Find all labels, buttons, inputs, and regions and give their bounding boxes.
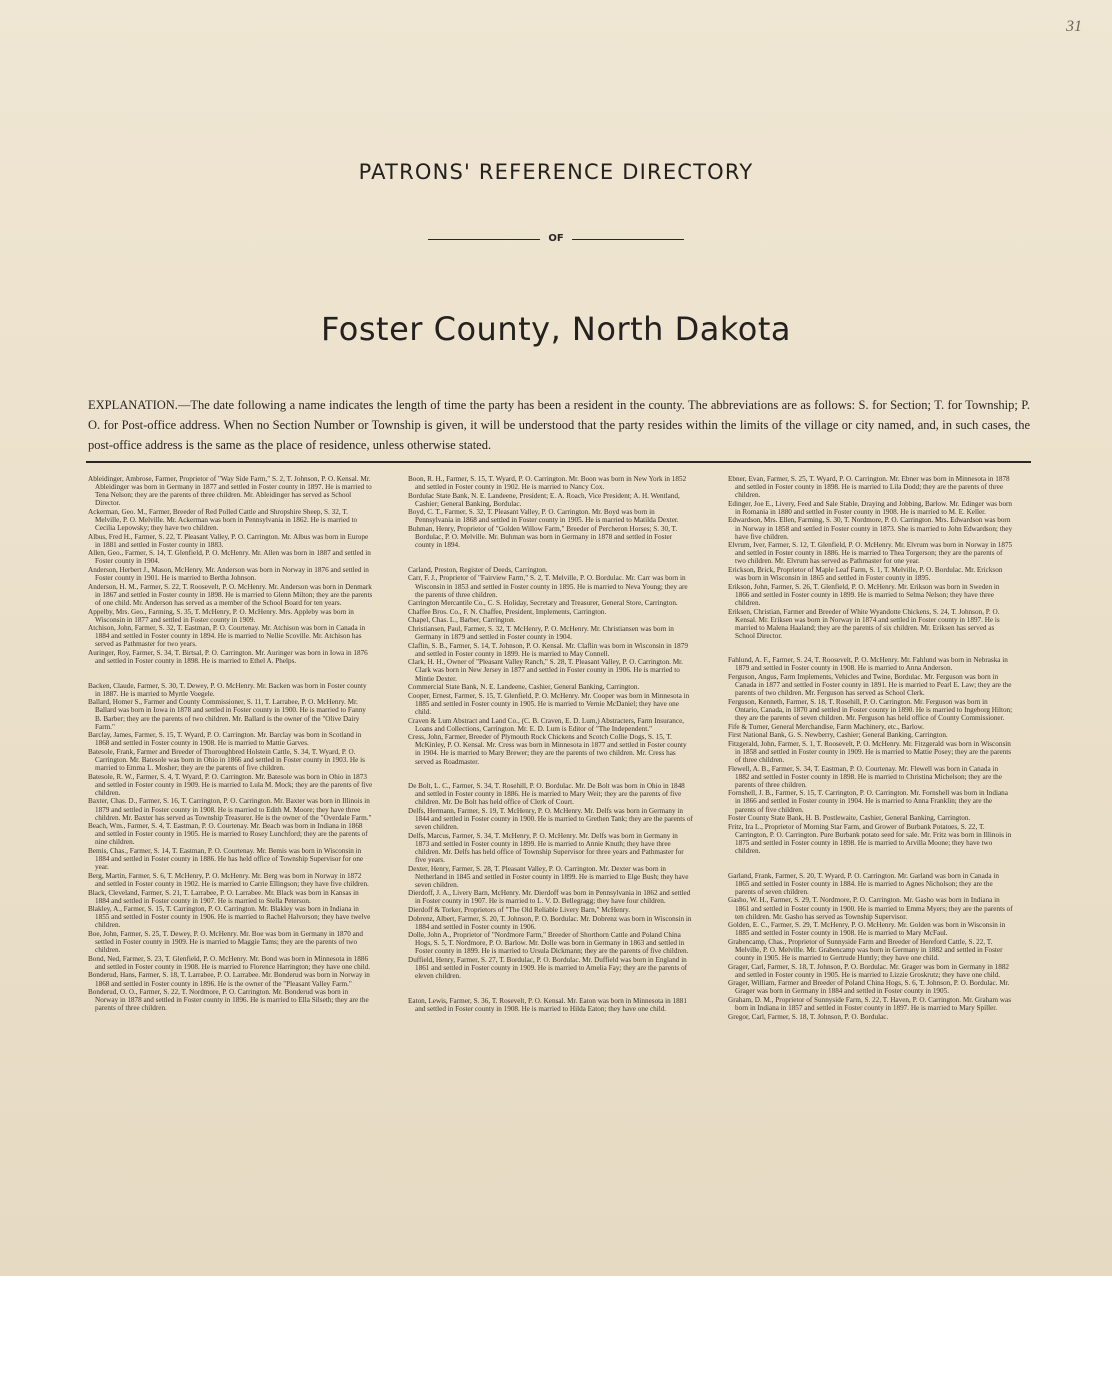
directory-entry: Christiansen, Paul, Farmer, S. 32, T. McHenry, P. O. McHenry. Mr. Christiansen was born in Germany in 1879 and settled in Foster county in 1904. (408, 625, 674, 642)
directory-entry: Batesole, Frank, Farmer and Breeder of Thoroughbred Holstein Cattle, S. 34, T. Wyard, P. O. Carrington. Mr. Batesole was born in Ohio in 1866 and settled in Foster county in 1903. He is married to Emma L. Mosher; they are the parents of five children. (88, 747, 365, 773)
directory-entry: Bordulac State Bank, N. E. Landeene, President; E. A. Roach, Vice President; A. H. Wentland, Cashier; General Banking, Bordulac. (408, 491, 680, 508)
directory-entry: Fornshell, J. B., Farmer, S. 15, T. Carrington, P. O. Carrington. Mr. Fornshell was born in Indiana in 1866 and settled in Foster county in 1904. He is married to Anna Franklin; they are the parents of five children. (728, 789, 1008, 814)
section-gap (88, 666, 373, 682)
directory-entry: Bond, Ned, Farmer, S. 23, T. Glenfield, P. O. McHenry. Mr. Bond was born in Minnesota in 1886 and settled in Foster county in 1908. He is married to Florence Harrington; they have one child. (88, 954, 371, 971)
directory-entry: Chaffee Bros. Co., F. N. Chaffee, President, Implements, Carrington. (408, 607, 607, 616)
directory-entry: Craven & Lum Abstract and Land Co., (C. B. Craven, E. D. Lum,) Abstracters, Farm Insurance, Loans and Collections, Carrington. Mr. E. D. Lum is Editor of "The Independent." (408, 716, 685, 733)
directory-entry: Fritz, Ira L., Proprietor of Morning Star Farm, and Grower of Burbank Potatoes, S. 22, T. Carrington, P. O. Carrington. Pure Burbank potato seed for sale. Mr. Fritz was born in Illinois in 1875 and settled in Foster county in 1898. He is married to Arvilla Moone; they have two children. (728, 822, 1012, 856)
directory-entry: Ebner, Evan, Farmer, S. 25, T. Wyard, P. O. Carrington. Mr. Ebner was born in Minnesota in 1878 and settled in Foster county in 1898. He is married to Lila Dodd; they are the parents of three children. (728, 475, 1010, 500)
of-rule-right (572, 239, 684, 240)
directory-entry: Anderson, Herbert J., Mason, McHenry. Mr. Anderson was born in Norway in 1876 and settled in Foster county in 1901. He is married to Bertha Johnson. (88, 566, 369, 583)
section-gap (408, 766, 693, 782)
directory-entry: Foster County State Bank, H. B. Postlewaite, Cashier, General Banking, Carrington. (728, 814, 971, 823)
directory-entry: Dobrenz, Albert, Farmer, S. 20, T. Johnson, P. O. Bordulac. Mr. Dobrenz was born in Wisconsin in 1884 and settled in Foster county in 1906. (408, 914, 692, 931)
directory-entry: Black, Cleveland, Farmer, S. 21, T. Larrabee, P. O. Larrabee. Mr. Black was born in Kansas in 1884 and settled in Foster county in 1907. He is married to Stella Peterson. (88, 888, 359, 905)
directory-entry: Fife & Turner, General Merchandise, Farm Machinery, etc., Barlow. (728, 722, 924, 731)
page-number: 31 (1066, 18, 1082, 35)
directory-entry: Barclay, James, Farmer, S. 15, T. Wyard, P. O. Carrington. Mr. Barclay was born in Scotland in 1868 and settled in Foster county in 1908. He is married to Mattie Garves. (88, 731, 362, 748)
directory-entry: Garland, Frank, Farmer, S. 20, T. Wyard, P. O. Carrington. Mr. Garland was born in Canada in 1865 and settled in Foster county in 1884. He is married to Agnes Nicholson; they are the parents of seven children. (728, 871, 999, 896)
directory-entry: Cress, John, Farmer, Breeder of Plymouth Rock Chickens and Scotch Collie Dogs, S. 15, T. McKinley, P. O. Kensal. Mr. Cress was born in Minnesota in 1877 and settled in Foster county in 1904. He is married to Mary Brewer; they are the parents of two children. Mr. Cress has served as Roadmaster. (408, 733, 687, 766)
directory-entry: Eaton, Lewis, Farmer, S. 36, T. Rosevelt, P. O. Kensal. Mr. Eaton was born in Minnesota in 1881 and settled in Foster county in 1908. He is married to Hilda Eaton; they have one child. (408, 996, 687, 1013)
directory-entry: Grager, William, Farmer and Breeder of Poland China Hogs, S. 6, T. Johnson, P. O. Bordulac. Mr. Grager was born in Germany in 1884 and settled in Foster county in 1905. (728, 979, 1010, 996)
directory-entry: Clark, H. H., Owner of "Pleasant Valley Ranch," S. 28, T. Pleasant Valley, P. O. Carrington. Mr. Clark was born in New Jersey in 1877 and settled in Foster county in 1906. He is married to Mintie Dexter. (408, 658, 683, 683)
directory-entry: Ackerman, Geo. M., Farmer, Breeder of Red Polled Cattle and Shropshire Sheep, S. 32, T. Melville, P. O. Melville. Mr. Ackerman was born in Pennsylvania in 1862. He is married to Cecilia Lepowsky; they have two children. (88, 507, 358, 533)
directory-entry: Gasho, W. H., Farmer, S. 29, T. Nordmore, P. O. Carrington. Mr. Gasho was born in Indiana in 1861 and settled in Foster county in 1900. He is married to Emma Myers; they are the parents of ten children. Mr. Gasho has served as Township Supervisor. (728, 896, 1013, 921)
explanation-paragraph: EXPLANATION.—The date following a name indicates the length of time the party has been a resident in the county. The abbreviations are as follows: S. for Section; T. for Township; P. O. for Post-office address. When no Section Number or Township is given, it will be understood that the party resides within the limits of the village or city named, and, in such cases, the post-office address is the same as the place of residence, unless otherwise stated. (88, 398, 1030, 452)
directory-entry: Carrington Mercantile Co., C. S. Holiday, Secretary and Treasurer, General Store, Carrington. (408, 599, 678, 608)
directory-column-2 (408, 475, 693, 1014)
directory-entry: Elvrum, Iver, Farmer, S. 12, T. Glenfield, P. O. McHenry. Mr. Elvrum was born in Norway in 1875 and settled in Foster county in 1886. He is married to Thea Torgerson; they are the parents of two children. Mr. Elvrum has served as Pathmaster for one year. (728, 541, 1013, 566)
directory-entry: Erikson, John, Farmer, S. 26, T. Glenfield, P. O. McHenry. Mr. Erikson was born in Sweden in 1866 and settled in Foster county in 1899. He is married to Selma Nelson; they have three children. (728, 582, 1000, 607)
section-gap (728, 640, 1013, 656)
directory-entry: Atchison, John, Farmer, S. 32, T. Eastman, P. O. Courtenay. Mr. Atchison was born in Canada in 1884 and settled in Foster county in 1894. He is married to Nellie Scoville. Mr. Atchison has served as Pathmaster for two years. (88, 624, 366, 649)
directory-entry: Claflin, S. B., Farmer, S. 14, T. Johnson, P. O. Kensal. Mr. Claflin was born in Wisconsin in 1879 and settled in Foster county in 1899. He is married to May Connell. (408, 641, 688, 658)
directory-entry: Batesole, R. W., Farmer, S. 4, T. Wyard, P. O. Carrington. Mr. Batesole was born in Ohio in 1873 and settled in Foster county in 1909. He is married to Lula M. Mock; they are the parents of five children. (88, 772, 373, 797)
section-gap (408, 550, 693, 566)
directory-entry: Flewell, A. B., Farmer, S. 34, T. Eastman, P. O. Courtenay. Mr. Flewell was born in Canada in 1882 and settled in Foster county in 1898. He is married to Christina Michelson; they are the parents of three children. (728, 764, 1002, 789)
directory-entry: Duffield, Henry, Farmer, S. 27, T. Bordulac, P. O. Bordulac. Mr. Duffield was born in England in 1861 and settled in Foster county in 1909. He is married to Amelia Fay; they are the parents of eleven children. (408, 956, 688, 981)
directory-entry: Chapel, Chas. L., Barber, Carrington. (408, 616, 516, 625)
directory-entry: Auringer, Roy, Farmer, S. 34, T. Birtsal, P. O. Carrington. Mr. Auringer was born in Iowa in 1876 and settled in Foster county in 1898. He is married to Ethel A. Phelps. (88, 648, 368, 666)
directory-entry: Bonderud, Hans, Farmer, S. 18, T. Larrabee, P. O. Larrabee. Mr. Bonderud was born in Norway in 1868 and settled in Foster county in 1896. He is the owner of the "Pleasant Valley Farm." (88, 971, 370, 988)
directory-entry: Ballard, Homer S., Farmer and County Commissioner, S. 11, T. Larrabee, P. O. McHenry. Mr. Ballard was born in Iowa in 1878 and settled in Foster county in 1900. He is married to Fanny B. Barber; they are the parents of two children. Mr. Ballard is the owner of the "Olive Dairy Farm." (88, 698, 366, 731)
directory-entry: De Bolt, L. C., Farmer, S. 34, T. Rosehill, P. O. Bordulac. Mr. De Bolt was born in Ohio in 1848 and settled in Foster county in 1886. He is married to Mary Weit; they are the parents of five children. Mr. De Bolt has held office of Clerk of Court. (408, 782, 685, 807)
section-gap (408, 981, 693, 997)
directory-entry: Delfs, Hermann, Farmer, S. 19, T. McHenry, P. O. McHenry. Mr. Delfs was born in Germany in 1844 and settled in Foster county in 1900. He is married to Grethen Tank; they are the parents of seven children. (408, 806, 693, 832)
directory-entry: Albus, Fred H., Farmer, S. 22, T. Pleasant Valley, P. O. Carrington. Mr. Albus was born in Europe in 1881 and settled in Foster county in 1883. (88, 532, 369, 549)
directory-entry: Anderson, H. M., Farmer, S. 22, T. Roosevelt, P. O. McHenry. Mr. Anderson was born in Denmark in 1867 and settled in Foster county in 1898. He is married to Glenn Milton; they are the parents of one child. Mr. Anderson has served as a member of the School Board for ten years. (88, 582, 373, 607)
directory-entry: Allen, Geo., Farmer, S. 14, T. Glenfield, P. O. McHenry. Mr. Allen was born in 1887 and settled in Foster county in 1904. (88, 549, 371, 566)
directory-entry: Edwardson, Mrs. Ellen, Farming, S. 30, T. Nordmore, P. O. Carrington. Mrs. Edwardson was born in Norway in 1858 and settled in Foster county in 1873. She is married to John Edwardson; they have five children. (728, 516, 1013, 541)
directory-entry: Grager, Carl, Farmer, S. 18, T. Johnson, P. O. Bordulac. Mr. Grager was born in Germany in 1882 and settled in Foster county in 1905. He is married to Lizzie Groskrutz; they have one child. (728, 962, 1010, 979)
page-title: PATRONS' REFERENCE DIRECTORY (358, 160, 754, 184)
directory-entry: Berg, Martin, Farmer, S. 6, T. McHenry, P. O. McHenry. Mr. Berg was born in Norway in 1872 and settled in Foster county in 1902. He is married to Carrie Ellingson; they have five children. (88, 871, 369, 888)
directory-entry: Dexter, Henry, Farmer, S. 28, T. Pleasant Valley, P. O. Carrington. Mr. Dexter was born in Netherland in 1845 and settled in Foster county in 1899. He is married to Elge Bush; they have seven children. (408, 864, 689, 889)
directory-entry: Boyd, C. T., Farmer, S. 32, T. Pleasant Valley, P. O. Carrington. Mr. Boyd was born in Pennsylvania in 1868 and settled in Foster county in 1905. He is married to Matilda Dexter. (408, 508, 679, 525)
directory-entry: Cooper, Ernest, Farmer, S. 15, T. Glenfield, P. O. McHenry. Mr. Cooper was born in Minnesota in 1885 and settled in Foster county in 1905. He is married to Vernie McDaniel; they have one child. (408, 691, 690, 716)
directory-entry: Fahlund, A. F., Farmer, S. 24, T. Roosevelt, P. O. McHenry. Mr. Fahlund was born in Nebraska in 1879 and settled in Foster county in 1908. He is married to Anna Anderson. (728, 656, 1008, 673)
directory-entry: Commercial State Bank, N. E. Landeene, Cashier, General Banking, Carrington. (408, 683, 640, 692)
of-label: OF (548, 233, 564, 244)
directory-entry: Carr, F. J., Proprietor of "Fairview Farm," S. 2, T. Melville, P. O. Bordulac. Mr. Carr was born in Wisconsin in 1853 and settled in Foster county in 1895. He is married to Neva Young; they are the parents of three children. (408, 574, 688, 599)
directory-entry: Ableidinger, Ambrose, Farmer, Proprietor of "Way Side Farm," S. 2, T. Johnson, P. O. Kensal. Mr. Ableidinger was born in Germany in 1877 and settled in Foster county in 1897. He is married to Tena Nelson; they are the parents of three children. Mr. Ableidinger has served as School Director. (88, 475, 372, 508)
directory-entry: Grabencamp, Chas., Proprietor of Sunnyside Farm and Breeder of Hereford Cattle, S. 22, T. Melville, P. O. Melville. Mr. Grabencamp was born in Germany in 1882 and settled in Foster county in 1905. He is married to Gertrude Huntly; they have one child. (728, 937, 1003, 963)
directory-entry: Golden, E. C., Farmer, S. 29, T. McHenry, P. O. McHenry. Mr. Golden was born in Wisconsin in 1885 and settled in Foster county in 1908. He is married to Mary McFaul. (728, 921, 1006, 938)
directory-entry: Fitzgerald, John, Farmer, S. 1, T. Roosevelt, P. O. McHenry. Mr. Fitzgerald was born in Wisconsin in 1858 and settled in Foster county in 1909. He is married to Mattie Posey; they are the parents of three children. (728, 739, 1012, 764)
directory-entry: Dierdoff & Torker, Proprietors of "The Old Reliable Livery Barn," McHenry. (408, 906, 631, 914)
header-divider (86, 461, 1031, 463)
directory-entry: Edinger, Joe E., Livery, Feed and Sale Stable, Draying and Jobbing, Barlow. Mr. Edinger was born in Romania in 1880 and settled in Foster county in 1908. He is married to M. E. Keller. (728, 499, 1013, 516)
directory-entry: Beach, Wm., Farmer, S. 4, T. Eastman, P. O. Courtenay. Mr. Beach was born in Indiana in 1868 and settled in Foster county in 1905. He is married to Rosey Lunchford; they are the parents of nine children. (88, 822, 368, 847)
directory-entry: Bonderud, O. O., Farmer, S. 22, T. Nordmore, P. O. Carrington. Mr. Bonderud was born in Norway in 1878 and settled in Foster county in 1896. He is married to Ella Silseth; they are the parents of three children. (88, 988, 369, 1013)
directory-entry: Boe, John, Farmer, S. 25, T. Dewey, P. O. McHenry. Mr. Boe was born in Germany in 1870 and settled in Foster county in 1909. He is married to Maggie Tams; they are the parents of two children. (88, 929, 363, 955)
section-gap (728, 856, 1013, 872)
directory-entry: Boon, R. H., Farmer, S. 15, T. Wyard, P. O. Carrington. Mr. Boon was born in New York in 1852 and settled in Foster county in 1902. He is married to Nancy Cox. (408, 475, 687, 492)
directory-entry: Gregor, Carl, Farmer, S. 18, T. Johnson, P. O. Bordulac. (728, 1012, 889, 1021)
directory-entry: Dolle, John A., Proprietor of "Nordmore Farm," Breeder of Shorthorn Cattle and Poland China Hogs, S. 5, T. Nordmore, P. O. Barlow. Mr. Dolle was born in Germany in 1863 and settled in Foster county in 1899. He is married to Ursula Dickmann; they are the parents of five children. (408, 931, 689, 956)
directory-entry: Erickson, Brick, Proprietor of Maple Leaf Farm, S. 1, T. Melville, P. O. Bordulac. Mr. Erickson was born in Wisconsin in 1865 and settled in Foster county in 1895. (728, 566, 1003, 583)
directory-entry: Delfs, Marcus, Farmer, S. 34, T. McHenry, P. O. McHenry. Mr. Delfs was born in Germany in 1873 and settled in Foster county in 1899. He is married to Annie Knuth; they have three children. Mr. Delfs has held office of Township Supervisor for three years and Pathmaster for five years. (408, 831, 684, 864)
directory-entry: Ferguson, Angus, Farm Implements, Vehicles and Twine, Bordulac. Mr. Ferguson was born in Canada in 1877 and settled in Foster county in 1891. He is married to Pearl E. Law; they are the parents of two children. Mr. Ferguson has served as School Clerk. (728, 673, 1012, 698)
directory-entry: Dierdoff, J. A., Livery Barn, McHenry. Mr. Dierdoff was born in Pennsylvania in 1862 and settled in Foster county in 1907. He is married to L. V. D. Bellegragg; they have four children. (408, 889, 691, 906)
directory-entry: Appelby, Mrs. Geo., Farming, S. 35, T. McHenry, P. O. McHenry. Mrs. Appleby was born in Wisconsin in 1877 and settled in Foster county in 1909. (88, 607, 354, 624)
directory-column-1 (88, 475, 373, 1013)
bottom-margin (0, 1276, 1112, 1390)
directory-entry: Baxter, Chas. D., Farmer, S. 16, T. Carrington, P. O. Carrington. Mr. Baxter was born in Illinois in 1879 and settled in Foster county in 1908. He is married to Edith M. Moore; they have three children. Mr. Baxter has served as Township Treasurer. He is the owner of the "Overdale Farm." (88, 797, 372, 822)
directory-entry: Buhman, Henry, Proprietor of "Golden Willow Farm," Breeder of Percheron Horses; S. 30, T. Bordulac, P. O. Melville. Mr. Buhman was born in Germany in 1878 and settled in Foster county in 1894. (408, 525, 678, 550)
directory-entry: Carland, Preston, Register of Deeds, Carrington. (408, 565, 548, 574)
directory-entry: Eriksen, Christian, Farmer and Breeder of White Wyandotte Chickens, S. 24, T. Johnson, P. O. Kensal. Mr. Eriksen was born in Norway in 1874 and settled in Foster county in 1897. He is married to Malena Haaland; they are the parents of six children. Mr. Eriksen has served as School Director. (728, 607, 1000, 640)
directory-entry: First National Bank, G. S. Newberry, Cashier; General Banking, Carrington. (728, 731, 948, 740)
directory-entry: Backen, Claude, Farmer, S. 30, T. Dewey, P. O. McHenry. Mr. Backen was born in Foster county in 1887. He is married to Myrtle Voegele. (88, 681, 367, 698)
directory-entry: Graham, D. M., Proprietor of Sunnyside Farm, S. 22, T. Haven, P. O. Carrington. Mr. Graham was born in Indiana in 1857 and settled in Foster county in 1897. He is married to Mary Spiller. (728, 996, 1012, 1013)
directory-column-3 (728, 475, 1013, 1021)
directory-entry: Blakley, A., Farmer, S. 15, T. Carrington, P. O. Carrington. Mr. Blakley was born in Indiana in 1855 and settled in Foster county in 1906. He is married to Rachel Halvorson; they have twelve children. (88, 905, 371, 930)
directory-entry: Bemis, Chas., Farmer, S. 14, T. Eastman, P. O. Courtenay. Mr. Bemis was born in Wisconsin in 1884 and settled in Foster county in 1886. He has held office of Township Supervisor for one year. (88, 847, 364, 872)
county-heading: Foster County, North Dakota (321, 310, 791, 348)
directory-entry: Ferguson, Kenneth, Farmer, S. 18, T. Rosehill, P. O. Carrington. Mr. Ferguson was born in Ontario, Canada, in 1870 and settled in Foster county in 1890. He is married to Ingeborg Hilton; they are the parents of seven children. Mr. Ferguson has held office of County Commissioner. (728, 697, 1013, 723)
